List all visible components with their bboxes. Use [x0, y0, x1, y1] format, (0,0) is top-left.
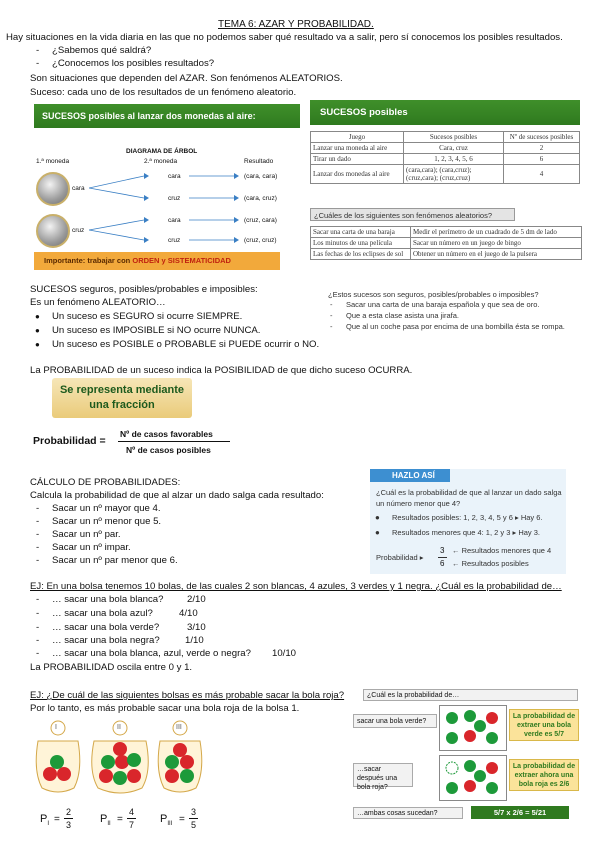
list-item: - Sacar un nº mayor que 4. [52, 503, 161, 515]
hazlo-box [370, 469, 566, 574]
bolsa-item [52, 594, 206, 606]
extraction-question: sacar una bola verde? [353, 714, 437, 728]
table-row [311, 249, 582, 260]
sucesos-banner: SUCESOS posibles [310, 100, 580, 125]
table-cell: Sacar una carta de una baraja [311, 227, 411, 238]
result-label: (cara, cara) [244, 173, 278, 180]
hazlo-arrow: ← Resultados posibles [452, 559, 529, 568]
table-row [311, 165, 580, 184]
bag-1 [36, 721, 80, 792]
extraction-title: ¿Cuál es la probabilidad de… [363, 689, 578, 701]
table-cell: Lanzar dos monedas al aire [311, 165, 404, 184]
coins-tree-figure [34, 104, 300, 270]
table-cell: Tirar un dado [311, 154, 404, 165]
footer-bold: ORDEN y SISTEMATICIDAD [132, 256, 231, 265]
list-item: - Sacar un nº menor que 5. [52, 516, 161, 528]
extraction-answer: La probabilidad de extraer ahora una bola roja es 2/6 [509, 759, 579, 791]
table-header: Sucesos posibles [404, 132, 504, 143]
bolsa-item-value: 3/10 [187, 622, 206, 633]
coin-label: cruz [72, 227, 85, 234]
branch-label: cruz [168, 195, 181, 202]
table-header: Nº de sucesos posibles [504, 132, 580, 143]
tree-col-label: 1.ª moneda [36, 158, 70, 165]
p-symbol: $P_{III}$ [160, 813, 173, 828]
hazlo-tag: HAZLO ASÍ [370, 469, 450, 482]
hazlo-question: ¿Cuál es la probabilidad de que al lanzar un dado salga un número menor que 4? [376, 488, 562, 508]
bolsa-item-text: … sacar una bola verde? [52, 622, 160, 633]
bolsa-item [52, 648, 297, 660]
fraction-box-line: una fracción [89, 399, 155, 411]
list-item: - Sacar una carta de una baraja española y que sea de oro. [346, 299, 539, 311]
fraction-box [52, 378, 192, 418]
bolsas-roja-line: Por lo tanto, es más probable sacar una bola roja de la bolsa 1. [30, 703, 300, 714]
p-den: 5 [191, 820, 197, 830]
p-symbol: $P_{II}$ [100, 813, 111, 828]
branch-label: cara [168, 217, 181, 224]
ball-green [50, 755, 64, 769]
bag-label: II [117, 724, 121, 731]
table-cell: Las fechas de los eclipses de sol [311, 249, 411, 260]
footer-prefix: Importante: trabajar con [44, 256, 133, 265]
table-row [311, 227, 582, 238]
result-label: (cara, cruz) [244, 195, 277, 202]
table-cell: 1, 2, 3, 4, 5, 6 [404, 154, 504, 165]
bag-label: I [55, 724, 57, 731]
table-header: Juego [311, 132, 404, 143]
bag-box [439, 755, 507, 801]
p-den: 3 [66, 820, 72, 830]
formula-denominator: Nº de casos posibles [126, 445, 211, 455]
section-line: Calcula la probabilidad de que al alzar un dado salga cada resultado: [30, 490, 324, 501]
table-header-row [311, 132, 580, 143]
fraction-bar [118, 441, 230, 442]
coins-banner: SUCESOS posibles al lanzar dos monedas al aire: [34, 104, 300, 128]
p-symbol: $P_I$ [40, 813, 50, 828]
sucesos-table [310, 131, 580, 184]
result-label: (cruz, cara) [244, 217, 277, 224]
formula-numerator: Nº de casos favorables [120, 429, 213, 439]
extraction-figure [353, 689, 583, 820]
prob-bag-2: $P_{II}$ = 4 7 [100, 807, 135, 830]
bolsa-item [52, 635, 204, 647]
formula-label: Probabilidad = [33, 435, 106, 447]
table-cell: Sacar un número en un juego de bingo [411, 238, 582, 249]
footer-note [34, 252, 280, 270]
probabilidad-line: La PROBABILIDAD de un suceso indica la POSIBILIDAD de que dicho suceso OCURRA. [30, 365, 413, 376]
coin-cruz-image [36, 214, 70, 248]
hazlo-num: 3 [440, 546, 445, 555]
result-label: (cruz, cruz) [244, 237, 277, 244]
intro-line: Hay situaciones en la vida diaria en las que no podemos saber qué resultado va a salir, pero sí conocemos los posibles resultados. [6, 32, 563, 43]
hazlo-bullet: ● Resultados menores que 4: 1, 2 y 3 ▸ Hay 3. [392, 527, 540, 539]
bolsa-item-value: 4/10 [179, 608, 198, 619]
list-item: - Que al un coche pasa por encima de una bombilla ésta se rompa. [346, 321, 565, 333]
table-row [311, 154, 580, 165]
tree-col-label: Resultado [244, 158, 274, 165]
tree-title: DIAGRAMA DE ÁRBOL [126, 148, 198, 155]
table-cell: Cara, cruz [404, 143, 504, 154]
list-item: - Sacar un nº par menor que 6. [52, 555, 178, 567]
section-heading: SUCESOS seguros, posibles/probables e imposibles: [30, 284, 258, 295]
hazlo-prob-label: Probabilidad ▸ [376, 553, 424, 562]
ball-red [43, 767, 57, 781]
intro-question: - ¿Conocemos los posibles resultados? [52, 58, 214, 70]
bolsa-item-value: 1/10 [185, 635, 204, 646]
intro-line: Son situaciones que dependen del AZAR. Son fenómenos ALEATORIOS. [30, 73, 343, 84]
example-question: ¿Estos sucesos son seguros, posibles/probables o imposibles? [328, 290, 539, 299]
extraction-answer: La probabilidad de extraer una bola verde es 5/7 [509, 709, 579, 741]
prob-bag-1: $P_I$ = 2 3 [40, 807, 72, 830]
ball-red [57, 767, 71, 781]
coin-label: cara [72, 185, 85, 192]
page-title: TEMA 6: AZAR Y PROBABILIDAD. [218, 19, 374, 30]
bolsa-item-value: 10/10 [272, 648, 297, 659]
bolsa-item-text: … sacar una bola blanca? [52, 594, 164, 605]
aleatorios-title: ¿Cuáles de los siguientes son fenómenos aleatorios? [310, 208, 515, 221]
list-item: ● Un suceso es POSIBLE o PROBABLE si PUEDE ocurrir o NO. [52, 339, 319, 351]
bolsa-oscila: La PROBABILIDAD oscila entre 0 y 1. [30, 662, 193, 673]
bolsa-item-value: 2/10 [187, 594, 206, 605]
p-num: 2 [66, 807, 72, 817]
bag-box [439, 705, 507, 751]
table-cell: 2 [504, 143, 580, 154]
coin-cara-image [36, 172, 70, 206]
table-cell: Medir el perímetro de un cuadrado de 5 dm de lado [411, 227, 582, 238]
table-cell: 4 [504, 165, 580, 184]
hazlo-den: 6 [440, 559, 445, 568]
bolsas-roja-heading: EJ: ¿De cuál de las siguientes bolsas es más probable sacar la bola roja? [30, 690, 345, 701]
list-item: ● Un suceso es SEGURO si ocurre SIEMPRE. [52, 311, 242, 323]
table-row [311, 238, 582, 249]
aleatorios-table [310, 226, 582, 260]
bolsa-item [52, 622, 206, 634]
bolsa-item-text: … sacar una bola negra? [52, 635, 160, 646]
intro-question: - ¿Sabemos qué saldrá? [52, 45, 151, 57]
p-num: 4 [129, 807, 135, 817]
extraction-question: …ambas cosas sucedan? [353, 807, 463, 819]
list-item: - Sacar un nº impar. [52, 542, 131, 554]
extraction-result: 5/7 x 2/6 = 5/21 [471, 806, 569, 819]
table-row [311, 143, 580, 154]
table-cell: Lanzar una moneda al aire [311, 143, 404, 154]
table-cell: Los minutos de una película [311, 238, 411, 249]
branch-label: cara [168, 173, 181, 180]
list-item: - Que a esta clase asista una jirafa. [346, 310, 459, 322]
branch-label: cruz [168, 237, 181, 244]
extraction-question: …sacar después una bola roja? [353, 763, 413, 787]
bolsa-item-text: … sacar una bola blanca, azul, verde o negra? [52, 648, 251, 659]
intro-line: Suceso: cada uno de los resultados de un fenómeno aleatorio. [30, 87, 297, 98]
p-den: 7 [129, 820, 135, 830]
hazlo-arrow: ← Resultados menores que 4 [452, 546, 552, 555]
section-line: Es un fenómeno ALEATORIO… [30, 297, 166, 308]
bolsa-heading: EJ: En una bolsa tenemos 10 bolas, de las cuales 2 son blancas, 4 azules, 3 verdes y 1 negra. ¿Cuál es la probabilidad de… [30, 581, 562, 592]
bolsa-item-text: … sacar una bola azul? [52, 608, 153, 619]
tree-col-label: 2.ª moneda [144, 158, 178, 165]
bolsa-item [52, 608, 198, 620]
list-item: - Sacar un nº par. [52, 529, 121, 541]
fraction-box-line: Se representa mediante [59, 384, 185, 396]
table-cell: Obtener un número en el juego de la pulsera [411, 249, 582, 260]
p-num: 3 [191, 807, 197, 817]
table-cell: 6 [504, 154, 580, 165]
section-heading: CÁLCULO DE PROBABILIDADES: [30, 477, 181, 488]
bag-label: III [176, 724, 182, 731]
prob-bag-3: $P_{III}$ = 3 5 [160, 807, 197, 830]
table-cell: (cara,cara); (cara,cruz); (cruz,cara); (cruz,cruz) [404, 165, 504, 184]
list-item: ● Un suceso es IMPOSIBLE si NO ocurre NUNCA. [52, 325, 260, 337]
hazlo-bullet: ● Resultados posibles: 1, 2, 3, 4, 5 y 6 ▸ Hay 6. [392, 512, 543, 524]
